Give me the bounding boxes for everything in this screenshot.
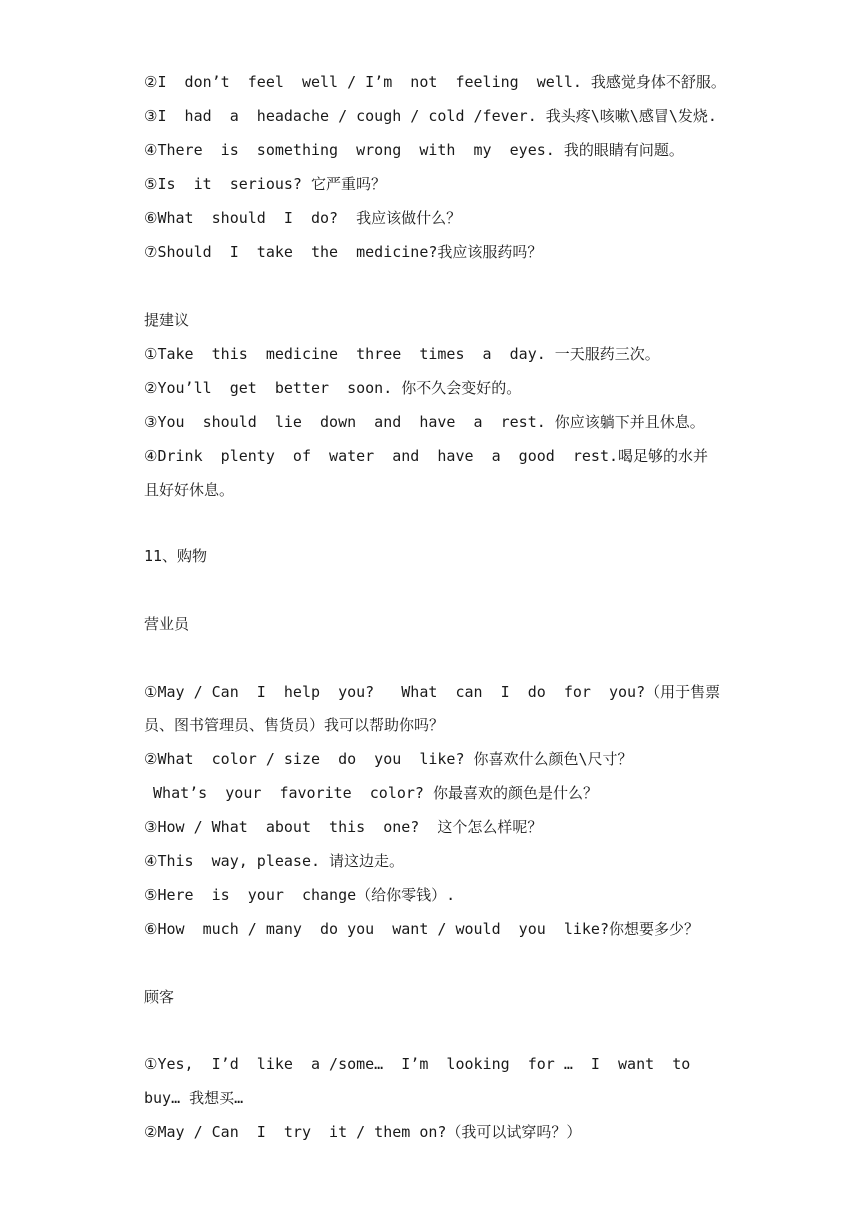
text-line: ⑥How much / many do you want / would you like?你想要多少？ bbox=[144, 920, 699, 938]
text-line: ⑤Here is your change（给你零钱）. bbox=[144, 886, 456, 904]
text-line: ①Yes, I’d like a /some… I’m looking for … I want to bbox=[144, 1055, 691, 1073]
text-line: ②What color / size do you like? 你喜欢什么颜色\尺寸？ bbox=[144, 750, 633, 768]
text-line: 且好好休息。 bbox=[144, 481, 235, 499]
text-line: ③How / What about this one? 这个怎么样呢？ bbox=[144, 818, 543, 836]
text-line: ⑤Is it serious? 它严重吗？ bbox=[144, 175, 386, 193]
text-line: 员、图书管理员、售货员）我可以帮助你吗？ bbox=[144, 716, 445, 734]
subsection-heading: 顾客 bbox=[144, 988, 175, 1006]
text-line: ③You should lie down and have a rest. 你应该躺下并且休息。 bbox=[144, 413, 705, 431]
text-line: ④This way, please. 请这边走。 bbox=[144, 852, 405, 870]
text-line: ④There is something wrong with my eyes. 我的眼睛有问题。 bbox=[144, 141, 684, 159]
text-line: ①May / Can I help you? What can I do for you?（用于售票 bbox=[144, 683, 721, 701]
section-heading: 11、购物 bbox=[144, 547, 208, 565]
section-heading: 提建议 bbox=[144, 311, 190, 329]
text-line: ⑦Should I take the medicine?我应该服药吗？ bbox=[144, 243, 543, 261]
text-line: ②You’ll get better soon. 你不久会变好的。 bbox=[144, 379, 522, 397]
text-line: ②May / Can I try it / them on?（我可以试穿吗？） bbox=[144, 1123, 582, 1141]
text-line: buy… 我想买… bbox=[144, 1089, 244, 1107]
text-line: What’s your favorite color? 你最喜欢的颜色是什么？ bbox=[144, 784, 598, 802]
subsection-heading: 营业员 bbox=[144, 615, 190, 633]
text-line: ②I don’t feel well / I’m not feeling well. 我感觉身体不舒服。 bbox=[144, 73, 726, 91]
text-line: ⑥What should I do? 我应该做什么？ bbox=[144, 209, 462, 227]
text-line: ④Drink plenty of water and have a good rest.喝足够的水并 bbox=[144, 447, 709, 465]
text-line: ①Take this medicine three times a day. 一天服药三次。 bbox=[144, 345, 660, 363]
text-line: ③I had a headache / cough / cold /fever. 我头疼\咳嗽\感冒\发烧. bbox=[144, 107, 717, 125]
